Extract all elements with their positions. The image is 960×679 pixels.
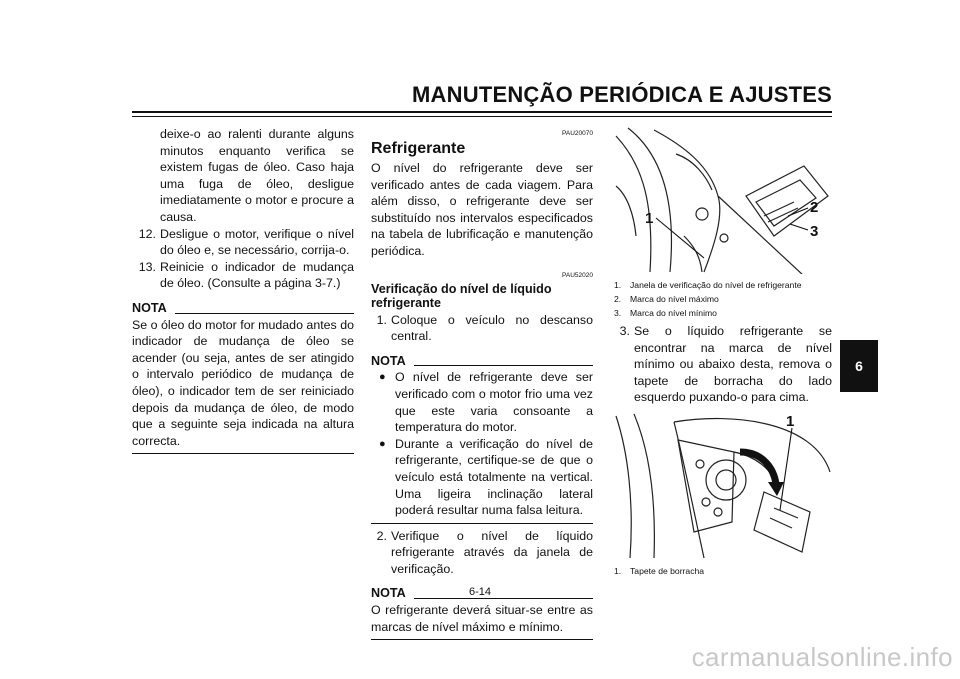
step-text: Desligue o motor, verifique o nível do óleo e, se necessário, corrija-o.: [160, 226, 354, 258]
figure-callout-1: 1: [786, 412, 795, 430]
caption-number: 2.: [614, 294, 622, 304]
caption-item: [614, 566, 832, 577]
column-left: [132, 126, 354, 454]
step-number: 1.: [376, 312, 387, 327]
note-text: O refrigerante deverá situar-se entre as marcas de nível máximo e mínimo.: [371, 603, 593, 634]
coolant-window-illustration: [614, 126, 832, 274]
bullet-text: O nível de refrigerante deve ser verificado com o motor frio uma vez que este varia consoante a temperatura do motor.: [395, 370, 593, 435]
figure-callout-3: 3: [810, 223, 819, 240]
caption-item: [614, 280, 832, 291]
note-bullet: [371, 369, 593, 435]
step-text: Se o líquido refrigerante se encontrar na marca de nível mínimo ou abaixo desta, remova o tapete de borracha do lado esquerdo puxando-o para cima.: [634, 324, 832, 405]
note-rule: [414, 598, 593, 599]
note-label: NOTA: [132, 300, 167, 315]
subsection-title: Verificação do nível de líquido refrigerante: [371, 281, 552, 310]
step-text: Reinicie o indicador de mudança de óleo. (Consulte a página 3-7.): [160, 259, 354, 291]
step-3: [614, 323, 832, 406]
step-1: [371, 312, 593, 345]
step-number: 2.: [376, 528, 387, 543]
step-number: 3.: [619, 324, 630, 338]
note-end-rule: [132, 453, 354, 454]
note-rule: [175, 313, 354, 314]
caption-number: 1.: [614, 565, 622, 576]
page-number: 6-14: [468, 586, 492, 598]
bullet-text: Durante a verificação do nível de refrigerante, certifique-se de que o veículo está totalmente na vertical. Uma ligeira inclinação lateral poderá resultar numa falsa leitura.: [395, 436, 593, 518]
caption-text: Marca do nível mínimo: [630, 308, 717, 318]
step-text: Coloque o veículo no descanso central.: [391, 312, 593, 344]
figure-caption-list: [614, 280, 832, 319]
step-13: [132, 259, 354, 292]
bullet-icon: ●: [379, 437, 386, 450]
column-middle: [371, 126, 593, 640]
header-rule-thin: [132, 116, 832, 117]
reference-code: PAU20070: [562, 130, 593, 137]
step-text: Verifique o nível de líquido refrigerante através da janela de verificação.: [391, 528, 593, 576]
chapter-tab: 6: [840, 340, 878, 392]
page-header-title: MANUTENÇÃO PERIÓDICA E AJUSTES: [412, 82, 832, 107]
section-intro: O nível do refrigerante deve ser verificado antes de cada viagem. Para além disso, o refrigerante deve ser substituído nos intervalos especificados na tabela de lubrificação e manutenção periódica.: [371, 161, 593, 258]
note-bullet: [371, 436, 593, 519]
note-rule: [414, 365, 593, 366]
caption-text: Janela de verificação do nível de refrigerante: [630, 280, 802, 290]
continued-paragraph: deixe-o ao ralenti durante alguns minutos enquanto verifica se existem fugas de óleo. Caso haja uma fuga de óleo, desligue imediatamente o motor e procure a causa.: [160, 127, 354, 224]
step-2: [371, 528, 593, 578]
note-text: Se o óleo do motor for mudado antes do indicador de mudança de óleo se acender (ou seja, antes de ser atingido o intervalo periódico de mudança de óleo), o indicador tem de ser reiniciado depois da mudança de óleo, de modo que a seguinte seja indicada na altura correcta.: [132, 317, 354, 448]
caption-item: [614, 308, 832, 319]
step-number: 12.: [138, 226, 156, 241]
figure-rubber-mat: [614, 412, 832, 560]
note-end-rule: [371, 523, 593, 524]
note-label: NOTA: [371, 353, 406, 368]
figure-callout-2: 2: [810, 199, 819, 216]
step-12: [132, 226, 354, 259]
caption-number: 3.: [614, 308, 622, 318]
note-heading: [371, 353, 593, 370]
figure-caption-list: [614, 566, 832, 577]
caption-text: Tapete de borracha: [630, 565, 705, 576]
column-right: [614, 126, 832, 580]
section-title: Refrigerante: [371, 140, 466, 157]
caption-number: 1.: [614, 280, 622, 290]
watermark: carmanualsonline.info: [691, 642, 953, 672]
caption-text: Marca do nível máximo: [630, 294, 719, 304]
figure-coolant-window: [614, 126, 832, 274]
bullet-icon: ●: [379, 371, 386, 384]
figure-callout-1: 1: [645, 210, 654, 227]
reference-code: PAU52020: [562, 271, 593, 279]
note-label: NOTA: [371, 586, 406, 601]
rubber-mat-illustration: [614, 412, 832, 560]
caption-item: [614, 294, 832, 305]
note-heading: [132, 300, 354, 317]
step-number: 13.: [138, 259, 156, 274]
note-end-rule: [371, 639, 593, 640]
header-rule: [132, 111, 832, 113]
